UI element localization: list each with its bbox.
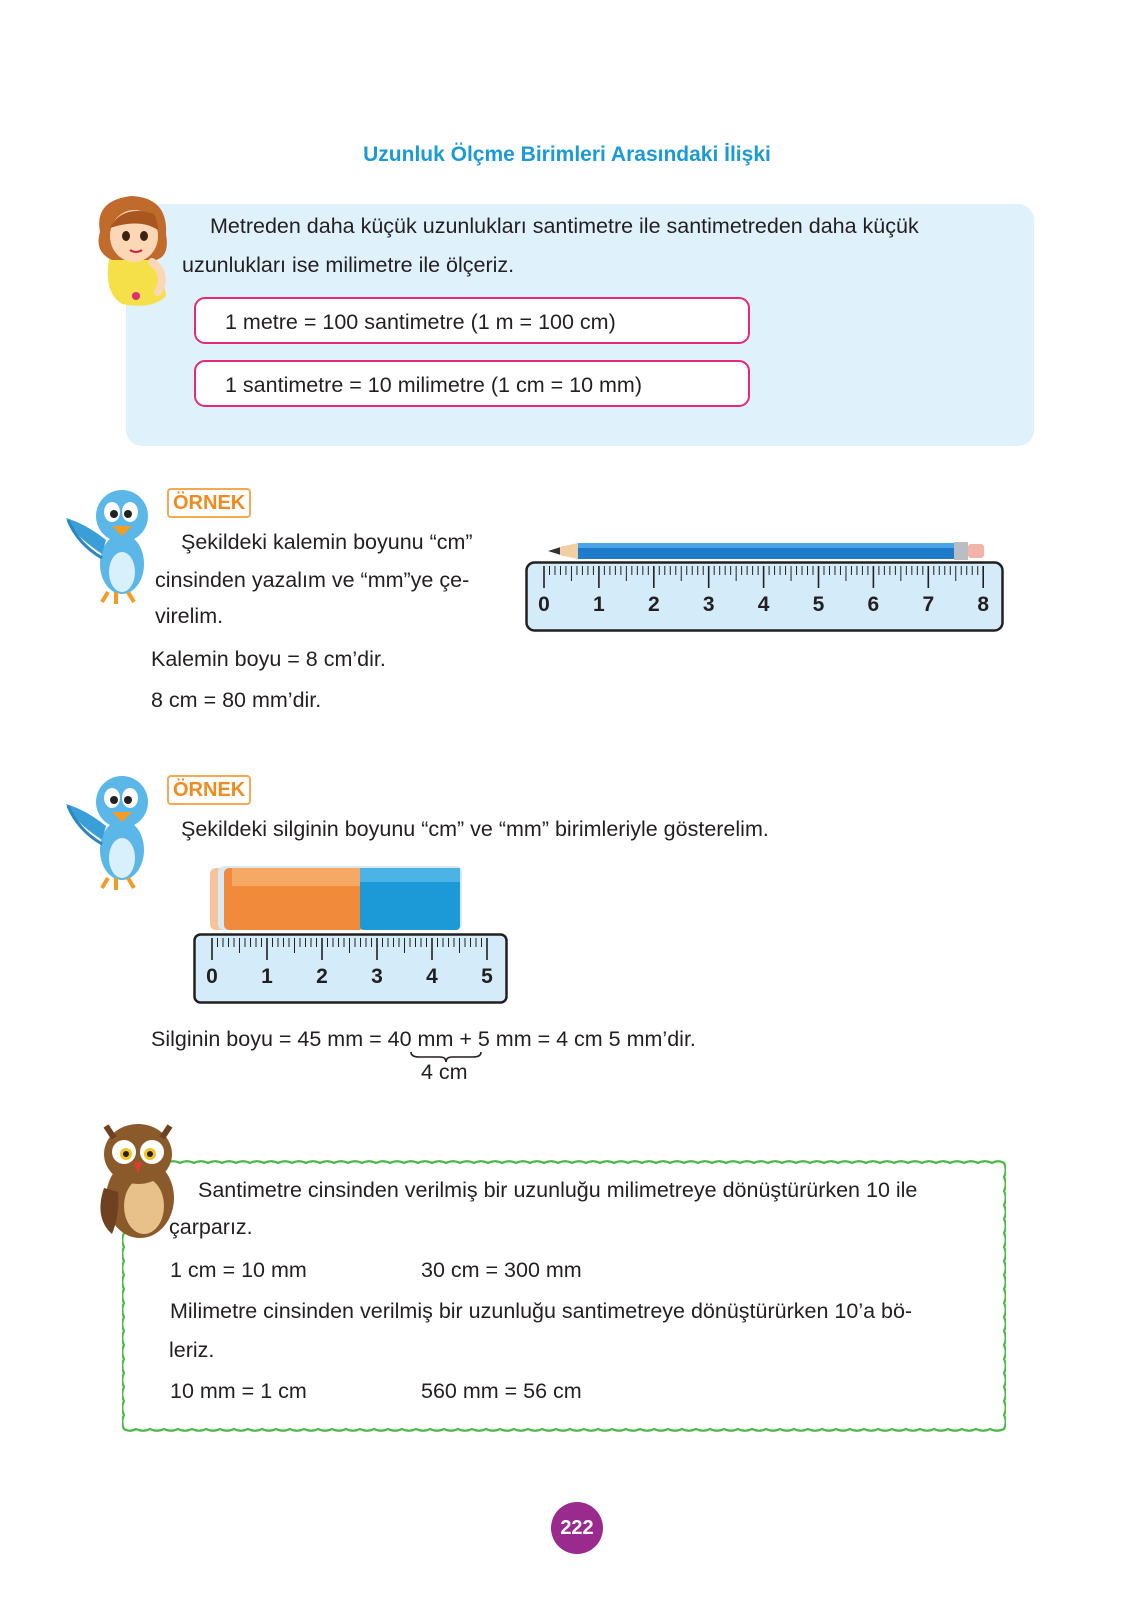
ruler-label: 2	[316, 965, 328, 988]
example1-line-3: virelim.	[155, 604, 224, 628]
page-title: Uzunluk Ölçme Birimleri Arasındaki İlişki	[363, 143, 771, 166]
note-example-1a: 1 cm = 10 mm	[170, 1258, 307, 1282]
ruler-label: 0	[538, 593, 550, 616]
intro-line-1: Metreden daha küçük uzunlukları santimetre ile santimetreden daha küçük	[210, 214, 919, 238]
example-label: ÖRNEK	[167, 488, 251, 518]
formula-box-centimeter: 1 santimetre = 10 milimetre (1 cm = 10 mm)	[194, 360, 750, 407]
example1-result-1: Kalemin boyu = 8 cm’dir.	[151, 647, 386, 671]
ruler-label: 0	[206, 965, 218, 988]
owl-icon	[94, 1118, 180, 1242]
ruler-label: 1	[593, 593, 605, 616]
note-line-3: Milimetre cinsinden verilmiş bir uzunluğu santimetreye dönüştürürken 10’a bö-	[170, 1299, 913, 1323]
eraser-illustration	[210, 864, 464, 934]
example1-line-2: cinsinden yazalım ve “mm”ye çe-	[155, 568, 470, 592]
note-line-1: Santimetre cinsinden verilmiş bir uzunluğu milimetreye dönüştürürken 10 ile	[198, 1178, 918, 1202]
pencil-illustration	[548, 541, 988, 561]
girl-illustration	[92, 192, 176, 310]
ruler-label: 3	[702, 593, 715, 616]
intro-line-2: uzunlukları ise milimetre ile ölçeriz.	[182, 253, 515, 277]
ruler-label: 1	[261, 965, 273, 988]
ruler-label: 3	[371, 965, 383, 988]
example1-line-1: Şekildeki kalemin boyunu “cm”	[181, 530, 473, 554]
note-line-4: leriz.	[169, 1338, 215, 1362]
note-line-2: çarparız.	[169, 1215, 253, 1239]
brace-label: 4 cm	[421, 1060, 468, 1084]
note-example-2b: 560 mm = 56 cm	[421, 1379, 582, 1403]
example2-line-1: Şekildeki silginin boyunu “cm” ve “mm” birimleriyle gösterelim.	[181, 817, 769, 841]
formula-box-meter: 1 metre = 100 santimetre (1 m = 100 cm)	[194, 297, 750, 344]
ruler-label: 5	[481, 965, 493, 988]
result-prefix: Silginin boyu = 45 mm =	[151, 1027, 388, 1051]
ruler-label: 7	[922, 593, 935, 616]
bird-icon	[64, 770, 160, 892]
note-example-1b: 30 cm = 300 mm	[421, 1258, 582, 1282]
ruler-label: 4	[426, 965, 438, 988]
ruler-8cm	[525, 561, 1005, 633]
example2-result	[151, 1027, 696, 1052]
ruler-5cm	[193, 933, 509, 1005]
braced-value: 40 mm	[387, 1027, 454, 1051]
ruler-label: 5	[812, 593, 825, 616]
ruler-label: 6	[867, 593, 880, 616]
note-example-2a: 10 mm = 1 cm	[170, 1379, 307, 1403]
result-suffix: + 5 mm = 4 cm 5 mm’dir.	[453, 1027, 696, 1051]
ruler-label: 2	[647, 593, 660, 616]
ruler-label: 8	[977, 593, 990, 616]
bird-icon	[64, 484, 160, 606]
page-number: 222	[551, 1502, 603, 1554]
example1-result-2: 8 cm = 80 mm’dir.	[151, 688, 322, 712]
ruler-label: 4	[757, 593, 770, 616]
example-label: ÖRNEK	[167, 775, 251, 805]
